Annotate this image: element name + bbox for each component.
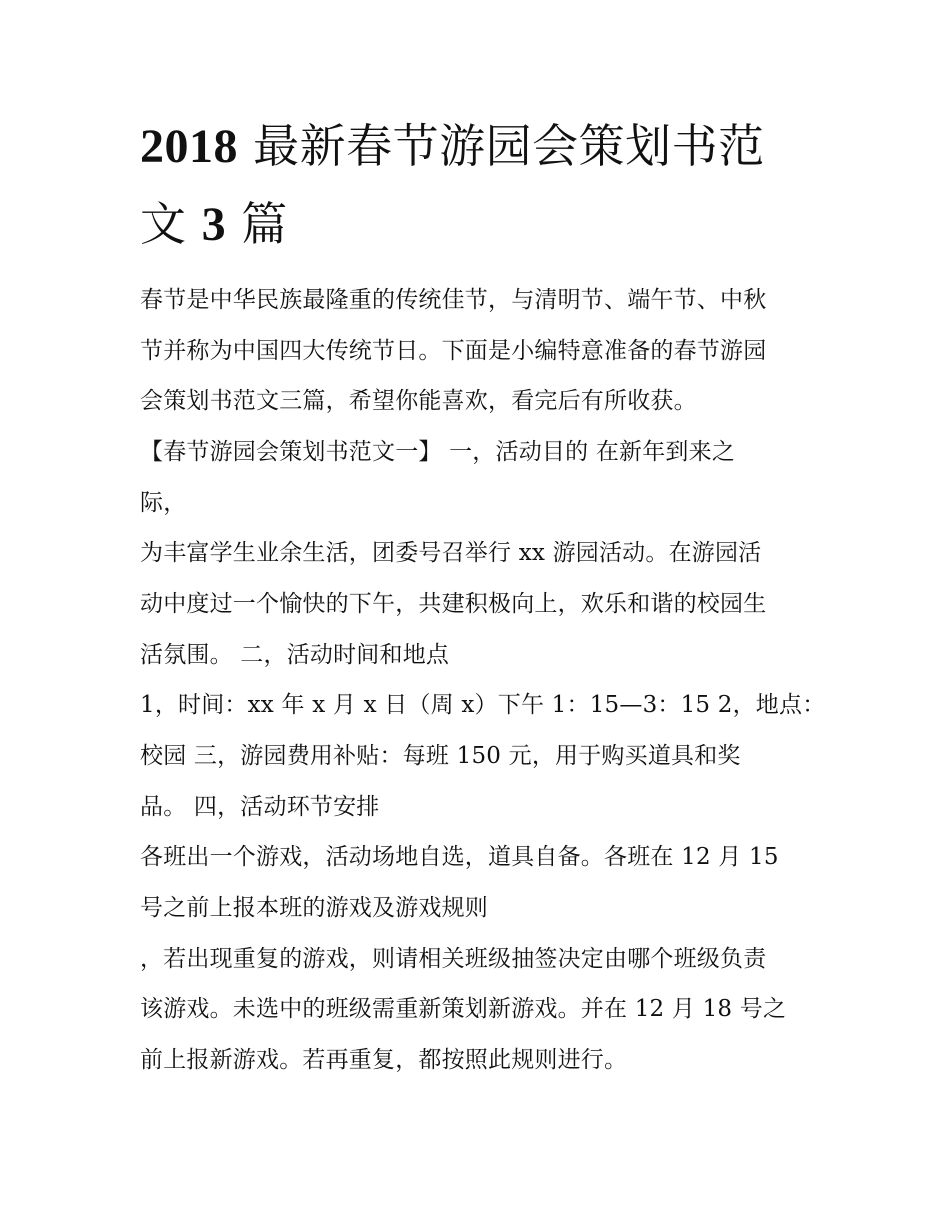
body-line: ，若出现重复的游戏，则请相关班级抽签决定由哪个班级负责 — [140, 946, 767, 972]
body-line: 号之前上报本班的游戏及游戏规则 — [140, 895, 488, 921]
body-line: 前上报新游戏。若再重复，都按照此规则进行。 — [140, 1047, 628, 1073]
body-line: 各班出一个游戏，活动场地自选，道具自备。各班在 12 月 15 — [140, 844, 779, 870]
title-text-3: 篇 — [226, 197, 288, 251]
body-line: 为丰富学生业余生活，团委号召举行 xx 游园活动。在游园活 — [140, 540, 762, 566]
body-line: 校园 三，游园费用补贴：每班 150 元，用于购买道具和奖 — [140, 743, 741, 769]
body-line: 春节是中华民族最隆重的传统佳节，与清明节、端午节、中秋 — [140, 287, 767, 313]
body-line: 品。 四，活动环节安排 — [140, 794, 380, 820]
title-count: 3 — [201, 198, 227, 251]
body-line: 活氛围。 二，活动时间和地点 — [140, 642, 450, 668]
title-line-1 — [140, 118, 765, 175]
title-text-2: 文 — [140, 197, 202, 251]
title-year: 2018 — [140, 120, 238, 173]
body-line: 1，时间：xx 年 x 月 x 日（周 x）下午 1：15—3：15 2，地点： — [140, 692, 826, 718]
body-line: 动中度过一个愉快的下午，共建积极向上，欢乐和谐的校园生 — [140, 591, 767, 617]
body-line: 节并称为中国四大传统节日。下面是小编特意准备的春节游园 — [140, 338, 767, 364]
title-text-1: 最新春节游园会策划书范 — [238, 119, 765, 173]
body-line: 【春节游园会策划书范文一】 一，活动目的 在新年到来之 — [140, 439, 736, 465]
body-line: 会策划书范文三篇，希望你能喜欢，看完后有所收获。 — [140, 388, 697, 414]
body-line: 际， — [140, 490, 187, 516]
body-line: 该游戏。未选中的班级需重新策划新游戏。并在 12 月 18 号之 — [140, 996, 787, 1022]
title-line-2 — [140, 196, 288, 253]
